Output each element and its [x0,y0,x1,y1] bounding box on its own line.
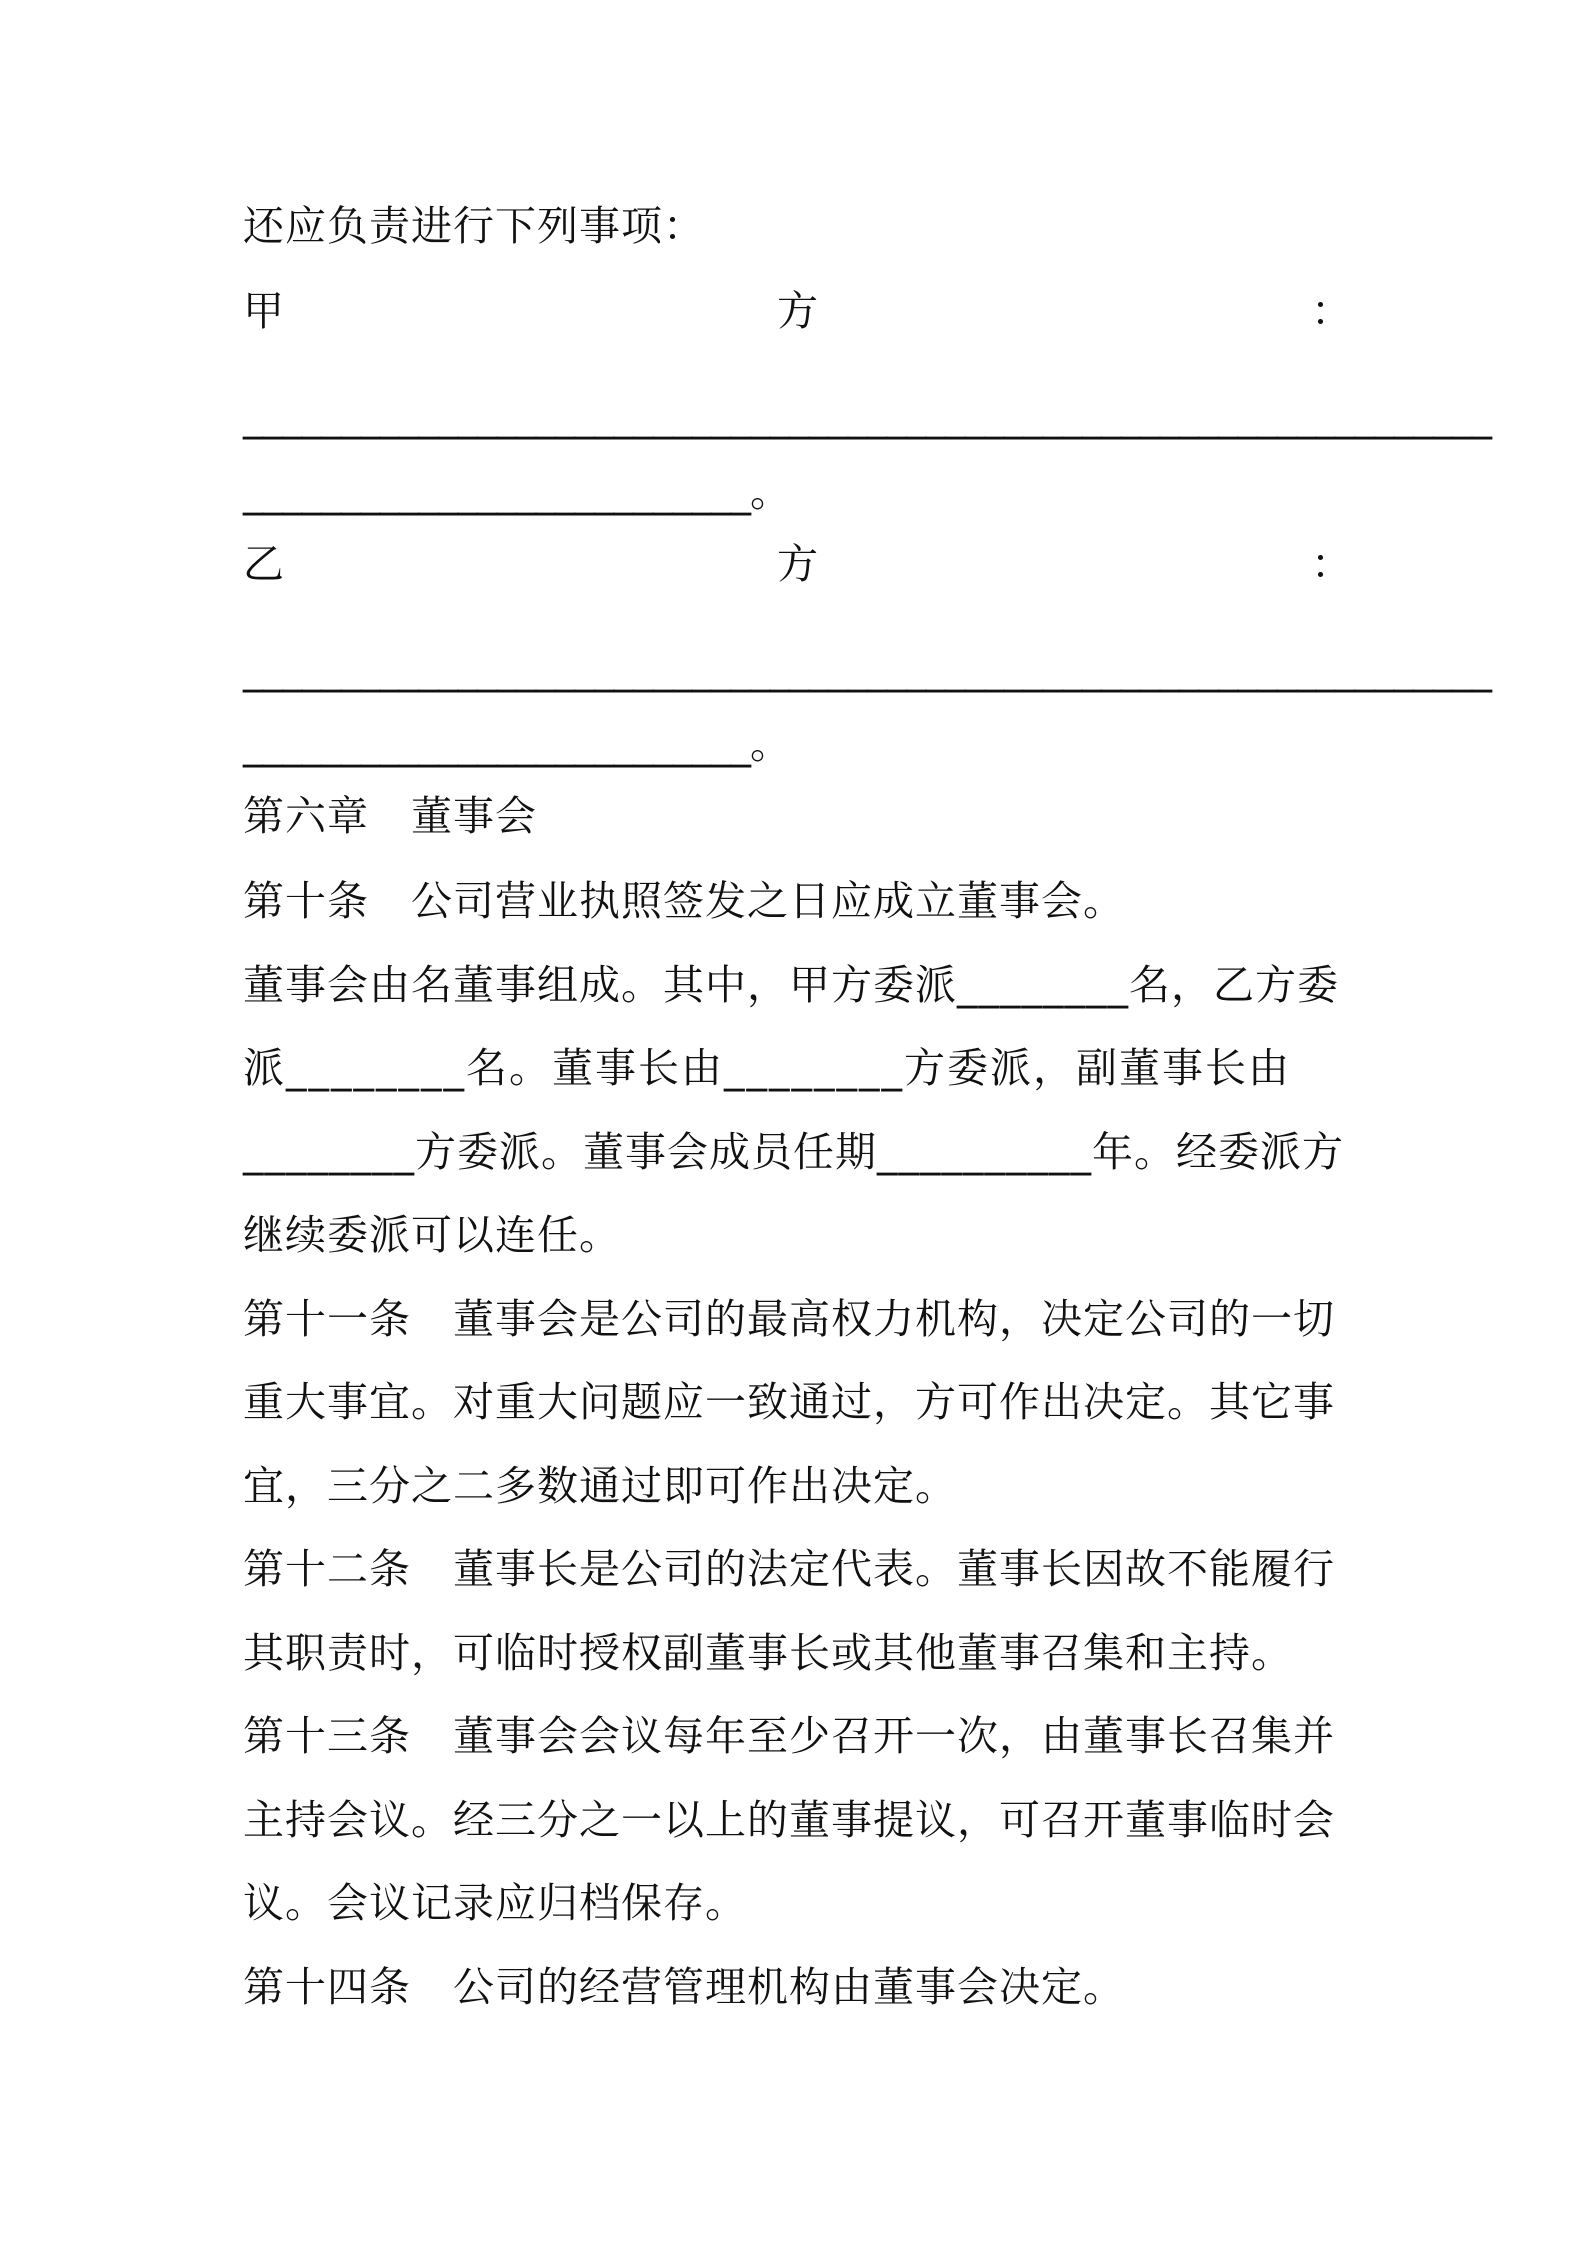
article-12-line-1: 第十二条 董事长是公司的法定代表。董事长因故不能履行 [243,1545,1335,1593]
article-10-line-3: 派________名。董事长由________方委派，副董事长由 [243,1044,1291,1092]
article-10-line-2: 董事会由名董事组成。其中，甲方委派________名，乙方委 [243,961,1339,1009]
party-a-blank-end: __________________________。 [243,468,790,516]
article-10-line-1: 第十条 公司营业执照签发之日应成立董事会。 [243,877,1125,925]
chapter-heading: 第六章 董事会 [243,792,537,840]
article-12-line-2: 其职责时，可临时授权副董事长或其他董事召集和主持。 [243,1629,1293,1677]
article-13-line-1: 第十三条 董事会会议每年至少召开一次，由董事长召集并 [243,1712,1335,1760]
article-13-line-2: 主持会议。经三分之一以上的董事提议，可召开董事临时会 [243,1796,1335,1844]
article-11-line-1: 第十一条 董事会是公司的最高权力机构，决定公司的一切 [243,1295,1335,1343]
party-b-colon: ： [1311,540,1353,588]
party-a-char-1: 甲 [243,287,285,335]
article-13-line-3: 议。会议记录应归档保存。 [243,1879,747,1927]
party-a-blank-line: ________________________________________________________________ [243,392,1491,440]
article-10-line-5: 继续委派可以连任。 [243,1211,621,1259]
article-14-line-1: 第十四条 公司的经营管理机构由董事会决定。 [243,1963,1125,2011]
text-line-intro: 还应负责进行下列事项： [243,202,705,250]
article-10-line-4: ________方委派。董事会成员任期__________年。经委派方 [243,1128,1344,1176]
party-b-blank-line: ________________________________________________________________ [243,645,1491,693]
party-b-char-1: 乙 [243,540,285,588]
party-a-label-row [243,283,1353,339]
party-a-char-2: 方 [777,287,819,335]
party-b-blank-end: __________________________。 [243,720,790,768]
party-a-colon: ： [1311,287,1353,335]
party-b-label-row [243,536,1353,592]
article-11-line-2: 重大事宜。对重大问题应一致通过，方可作出决定。其它事 [243,1378,1335,1426]
article-11-line-3: 宜，三分之二多数通过即可作出决定。 [243,1462,957,1510]
party-b-char-2: 方 [777,540,819,588]
